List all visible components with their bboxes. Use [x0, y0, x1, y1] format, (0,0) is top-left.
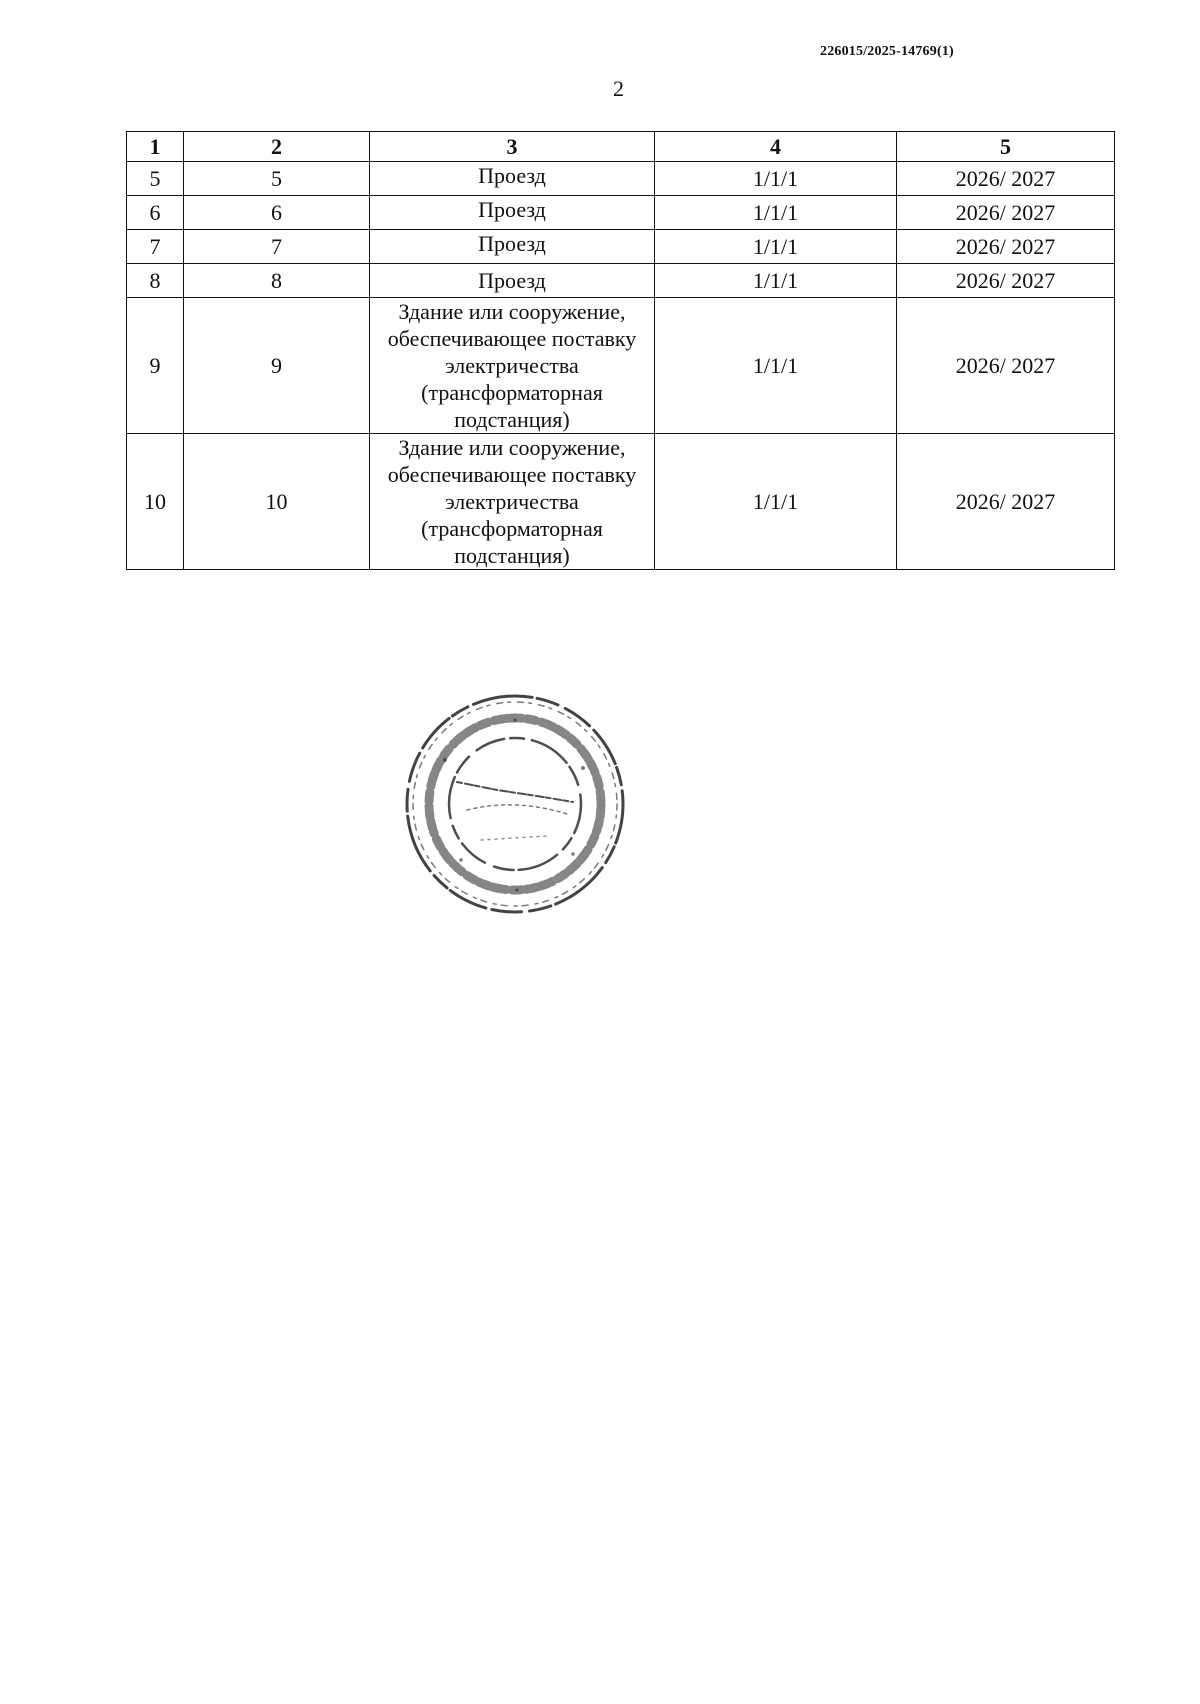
cell-years: 2026/ 2027: [897, 298, 1115, 434]
cell-code: 1/1/1: [655, 230, 897, 264]
cell-number: 10: [184, 434, 370, 570]
cell-code: 1/1/1: [655, 196, 897, 230]
cell-years: 2026/ 2027: [897, 230, 1115, 264]
column-header: 1: [127, 132, 184, 162]
cell-number: 6: [184, 196, 370, 230]
table-row: [127, 264, 1115, 298]
table-row: [127, 196, 1115, 230]
cell-description: Проезд: [370, 162, 655, 196]
table-row: [127, 434, 1115, 570]
cell-code: 1/1/1: [655, 162, 897, 196]
table-row: [127, 298, 1115, 434]
table-header-row: [127, 132, 1115, 162]
cell-index: 7: [127, 230, 184, 264]
cell-years: 2026/ 2027: [897, 264, 1115, 298]
column-header: 4: [655, 132, 897, 162]
cell-description: Проезд: [370, 230, 655, 264]
cell-index: 9: [127, 298, 184, 434]
cell-number: 5: [184, 162, 370, 196]
cell-description: Здание или сооружение, обеспечивающее поставку электричества (трансформаторная подстанция): [370, 298, 655, 434]
cell-description: Здание или сооружение, обеспечивающее поставку электричества (трансформаторная подстанция): [370, 434, 655, 570]
cell-description: Проезд: [370, 196, 655, 230]
round-seal-icon: [397, 690, 633, 918]
cell-number: 9: [184, 298, 370, 434]
cell-number: 7: [184, 230, 370, 264]
document-id: 226015/2025-14769(1): [820, 44, 954, 59]
column-header: 5: [897, 132, 1115, 162]
table-row: [127, 230, 1115, 264]
column-header: 3: [370, 132, 655, 162]
cell-index: 5: [127, 162, 184, 196]
cell-years: 2026/ 2027: [897, 162, 1115, 196]
cell-index: 6: [127, 196, 184, 230]
cell-years: 2026/ 2027: [897, 434, 1115, 570]
table-row: [127, 162, 1115, 196]
cell-code: 1/1/1: [655, 298, 897, 434]
cell-code: 1/1/1: [655, 434, 897, 570]
data-table: [126, 131, 1115, 570]
cell-index: 8: [127, 264, 184, 298]
cell-years: 2026/ 2027: [897, 196, 1115, 230]
cell-description: Проезд: [370, 264, 655, 298]
column-header: 2: [184, 132, 370, 162]
cell-code: 1/1/1: [655, 264, 897, 298]
page-number: 2: [613, 76, 624, 101]
cell-index: 10: [127, 434, 184, 570]
cell-number: 8: [184, 264, 370, 298]
